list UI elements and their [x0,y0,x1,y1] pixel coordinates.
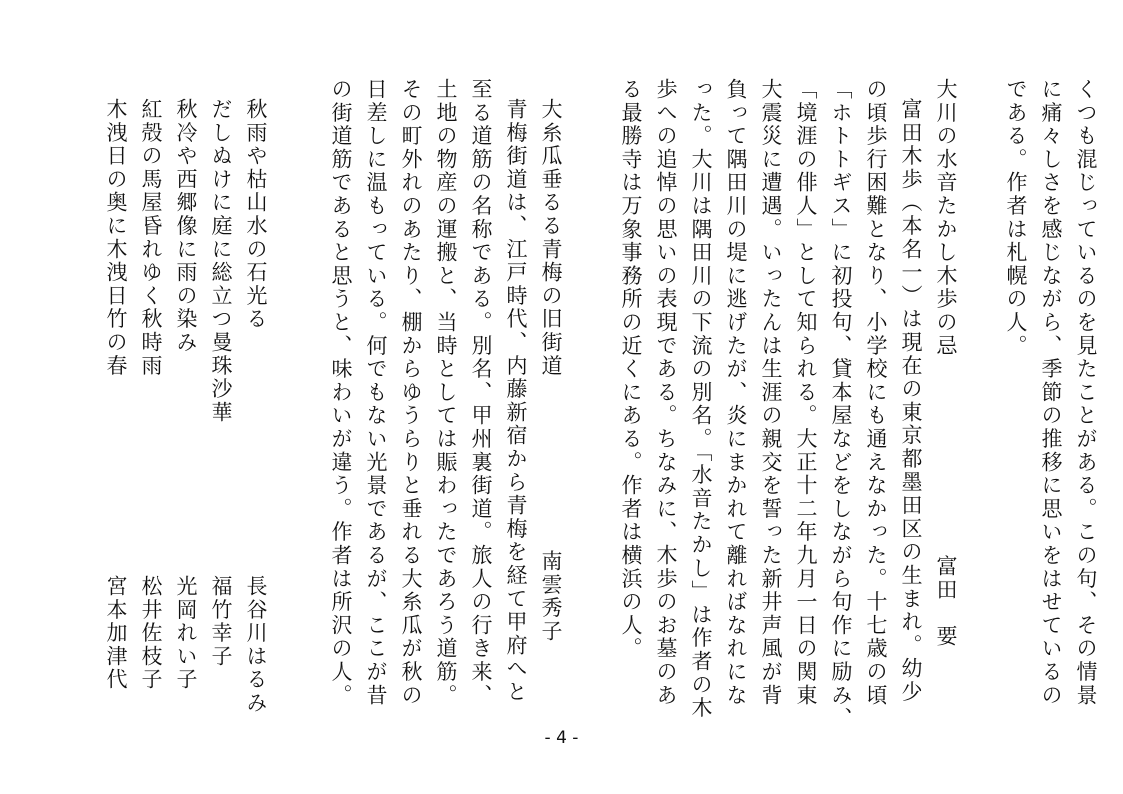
haiku-text: 紅殻の馬屋昏れゆく秋時雨 [139,98,163,378]
haiku-author: 福竹幸子 [209,575,233,669]
haiku-text: だしぬけに庭に総立つ曼珠沙華 [209,98,233,425]
commentary-line: である。作者は札幌の人。 [1004,78,1028,358]
commentary-line: 至る道筋の名称である。別名、甲州裏街道。旅人の行き来、 [469,78,493,708]
haiku-author: 光岡れい子 [174,575,198,692]
commentary-line: る最勝寺は万象事務所の近くにある。作者は横浜の人。 [619,78,643,661]
commentary-line: の頃歩行困難となり、小学校にも通えなかった。十七歳の頃 [864,78,888,708]
commentary-line: の街道筋であると思うと、味わいが違う。作者は所沢の人。 [329,78,353,708]
commentary-line: った。大川は隅田川の下流の別名。「水音たかし」は作者の木 [689,78,713,720]
haiku-title: 大川の水音たかし木歩の忌 [934,78,958,358]
haiku-author: 長谷川はるみ [244,575,268,715]
commentary-line: その町外れのあたり、棚からゆうらりと垂れる大糸瓜が秋の [399,78,423,708]
haiku-text: 秋冷や西郷像に雨の染み [174,98,198,355]
commentary-line: 「境涯の俳人」として知られる。大正十二年九月一日の関東 [794,78,818,708]
commentary-line: に痛々しさを感じながら、季節の推移に思いをはせているの [1039,78,1063,708]
commentary-line: 負って隅田川の堤に逃げたが、炎にまかれて離ればなれにな [724,78,748,708]
commentary-line: 「ホトトギス」に初投句、貸本屋などをしながら句作に励み、 [829,78,853,731]
haiku-author: 南雲秀子 [539,550,563,644]
haiku-author: 松井佐枝子 [139,575,163,692]
commentary-line: 歩への追悼の思いの表現である。ちなみに、木歩のお墓のあ [654,78,678,708]
commentary-line: くつも混じっているのを見たことがある。この句、その情景 [1074,78,1098,708]
haiku-text: 木洩日の奥に木洩日竹の春 [104,98,128,378]
haiku-author: 富田 要 [934,555,958,649]
commentary-line: 土地の物産の運搬と、当時としては賑わったであろう道筋。 [434,78,458,708]
haiku-title: 大糸瓜垂るる青梅の旧街道 [539,98,563,378]
haiku-text: 秋雨や枯山水の石光る [244,98,268,331]
page-number: - 4 - [544,728,579,748]
commentary-line: 日差しに温もっている。何でもない光景であるが、ここが昔 [364,78,388,708]
commentary-line: 富田木歩（本名一）は現在の東京都墨田区の生まれ。幼少 [899,98,923,704]
haiku-author: 宮本加津代 [104,575,128,692]
commentary-line: 大震災に遭遇。いったんは生涯の親交を誓った新井声風が背 [759,78,783,708]
commentary-line: 青梅街道は、江戸時代、内藤新宿から青梅を経て甲府へと [504,98,528,704]
